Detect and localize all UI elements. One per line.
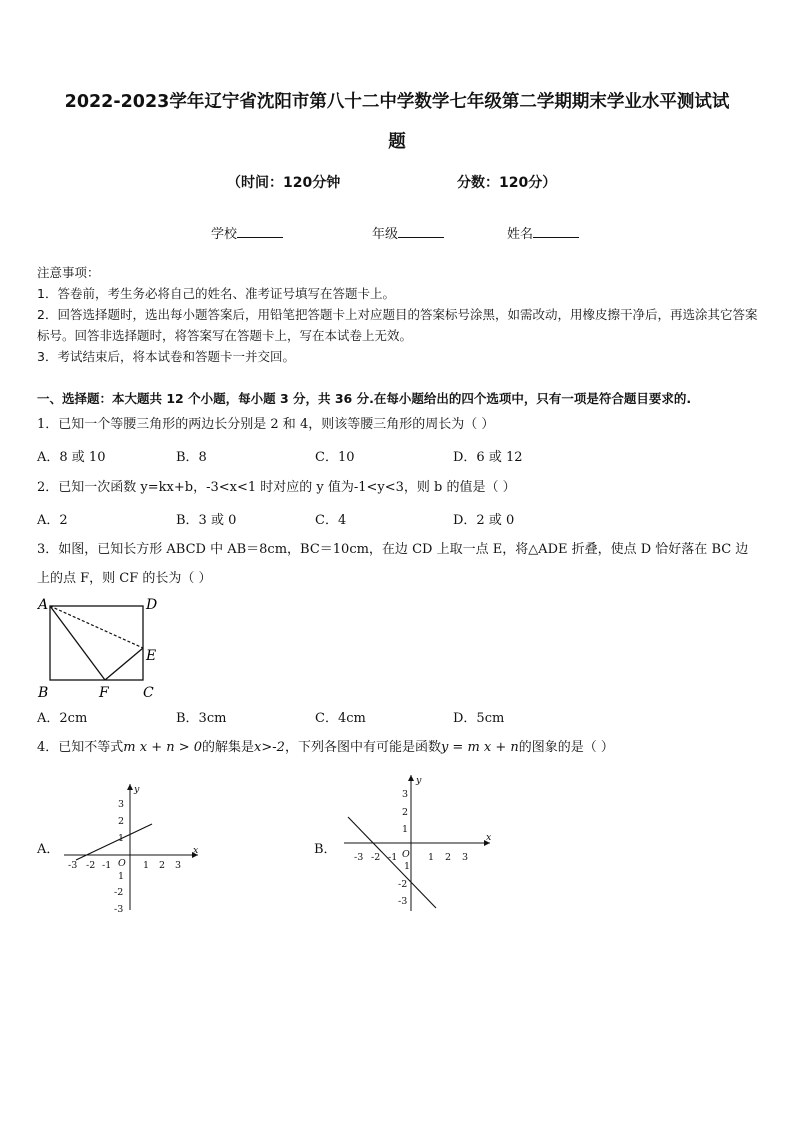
tick-x: -1 (388, 852, 398, 863)
q3-option-c: C．4cm (315, 711, 366, 726)
q4-solution: x>-2 (254, 740, 285, 755)
tick-y: -2 (398, 879, 408, 890)
tick-y: 1 (118, 833, 125, 844)
q3-option-b: B．3cm (176, 711, 227, 726)
tick-y: 1 (118, 871, 125, 882)
q4-stem-d: 的图象的是（ ） (518, 740, 614, 755)
tick-y: 1 (402, 824, 409, 835)
rectangle-fold-figure (30, 592, 170, 704)
tick-x: -3 (68, 860, 78, 871)
grade-label: 年级 (372, 227, 399, 242)
tick-x: -3 (354, 852, 364, 863)
question-1-stem: 1．已知一个等腰三角形的两边长分别是 2 和 4，则该等腰三角形的周长为（ ） (37, 417, 495, 432)
question-3-stem-cont: 上的点 F，则 CF 的长为（ ） (37, 571, 212, 586)
q1-option-c: C．10 (315, 450, 355, 465)
tick-x: -1 (102, 860, 112, 871)
tick-x: 1 (143, 860, 150, 871)
school-label: 学校 (211, 227, 238, 242)
q1-option-a: A．8 或 10 (37, 450, 106, 465)
tick-y: 2 (402, 807, 409, 818)
tick-x: 1 (428, 852, 435, 863)
page-title-cont: 题 (388, 132, 406, 152)
note-item: 3．考试结束后，将本试卷和答题卡一并交回。 (37, 349, 295, 364)
name-label: 姓名 (507, 227, 534, 242)
tick-x: -2 (86, 860, 96, 871)
tick-y: 3 (402, 789, 409, 800)
tick-y: 2 (118, 816, 125, 827)
notes-block (37, 262, 759, 367)
exam-score: 分数：120分） (457, 175, 557, 191)
question-4-stem (37, 737, 759, 758)
tick-x: 2 (445, 852, 452, 863)
q4-stem-b: 的解集是 (202, 740, 255, 755)
tick-y: -3 (114, 904, 124, 915)
tick-x: -2 (371, 852, 381, 863)
axis-y-label: y (134, 784, 140, 795)
q4-option-a: A． (37, 842, 60, 857)
note-item: 2．回答选择题时，选出每小题答案后，用铅笔把答题卡上对应题目的答案标号涂黑，如需改动，用橡皮擦干净后，再选涂其它答案标号。回答非选择题时，将答案写在答题卡上，写在本试卷上无效。 (37, 307, 758, 343)
q4-inequality: m x + n > 0 (123, 740, 203, 755)
grade-blank (398, 225, 444, 238)
question-2-stem: 2．已知一次函数 y=kx+b，-3<x<1 时对应的 y 值为-1<y<3，则 b 的值是（ ） (37, 480, 516, 495)
q3-option-a: A．2cm (37, 711, 88, 726)
q1-option-d: D．6 或 12 (453, 450, 523, 465)
section-heading: 一、选择题：本大题共 12 个小题，每小题 3 分，共 36 分.在每小题给出的四个选项中，只有一项是符合题目要求的. (37, 391, 692, 406)
tick-y: 3 (118, 799, 125, 810)
fold-line-ae (50, 606, 143, 648)
q2-option-c: C．4 (315, 513, 347, 528)
tick-y: 1 (404, 861, 411, 872)
note-item: 1．答卷前，考生务必将自己的姓名、准考证号填写在答题卡上。 (37, 286, 395, 301)
q4-function: y = m x + n (440, 740, 519, 755)
label-c: C (143, 685, 154, 701)
tick-x: 3 (175, 860, 182, 871)
label-d: D (146, 597, 158, 613)
axis-y-label: y (416, 775, 422, 786)
graph-b (338, 771, 498, 916)
tick-y: -3 (398, 896, 408, 907)
name-field (507, 223, 579, 242)
y-axis-arrow-icon (127, 784, 133, 790)
q4-option-b: B． (314, 842, 337, 857)
origin-label: O (402, 849, 410, 860)
exam-time: （时间：120分钟 (227, 175, 341, 191)
school-blank (237, 225, 283, 238)
q2-option-b: B．3 或 0 (176, 513, 237, 528)
label-f: F (99, 685, 109, 701)
q3-option-d: D．5cm (453, 711, 505, 726)
name-blank (533, 225, 579, 238)
label-a: A (38, 597, 49, 613)
tick-x: 2 (159, 860, 166, 871)
school-field (211, 223, 283, 242)
page-title: 2022-2023学年辽宁省沈阳市第八十二中学数学七年级第二学期期末学业水平测试试 (64, 92, 730, 112)
axis-x-label: x (486, 832, 492, 843)
question-3-stem: 3．如图，已知长方形 ABCD 中 AB＝8cm，BC＝10cm，在边 CD 上取一点 E，将△ADE 折叠，使点 D 恰好落在 BC 边 (37, 542, 749, 557)
q2-option-a: A．2 (37, 513, 68, 528)
label-b: B (38, 685, 49, 701)
q2-option-d: D．2 或 0 (453, 513, 515, 528)
y-axis-arrow-icon (408, 775, 414, 781)
tick-y: -2 (114, 887, 124, 898)
grade-field (372, 223, 444, 242)
graph-a (56, 778, 206, 918)
q1-option-b: B．8 (176, 450, 207, 465)
q4-stem-a: 4．已知不等式 (37, 740, 124, 755)
segment-af (50, 606, 105, 680)
axis-x-label: x (193, 845, 199, 856)
q4-stem-c: ，下列各图中有可能是函数 (284, 740, 441, 755)
notes-heading: 注意事项： (37, 265, 100, 280)
origin-label: O (118, 858, 126, 869)
tick-x: 3 (462, 852, 469, 863)
label-e: E (146, 648, 157, 664)
segment-fe (105, 648, 143, 680)
